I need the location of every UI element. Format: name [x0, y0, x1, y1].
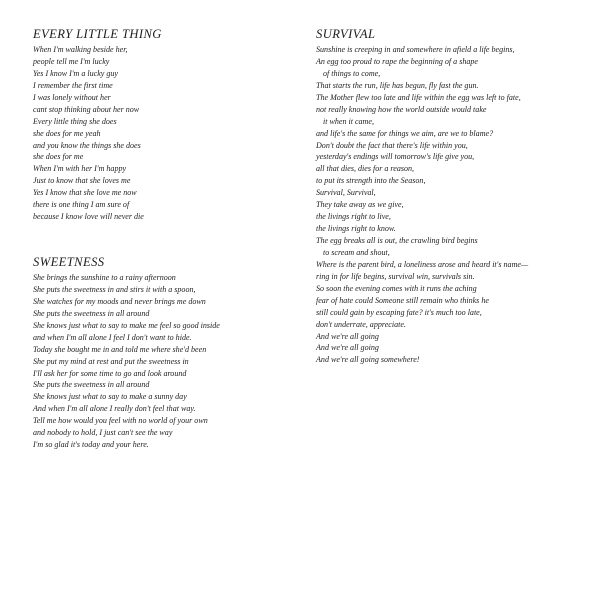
- lyric-line: And we're all going: [316, 331, 379, 341]
- lyric-line: An egg too proud to rape the beginning of a shape: [316, 56, 478, 66]
- lyric-line: And we're all going: [316, 343, 379, 353]
- lyric-line: She puts the sweetness in all around: [33, 308, 150, 318]
- lyric-line: of things to come,: [323, 68, 381, 78]
- song-sweetness: [33, 256, 220, 451]
- song-title: EVERY LITTLE THING: [33, 27, 162, 41]
- lyric-line: The Mother flew too late and life within the egg was left to fate,: [316, 92, 521, 102]
- lyric-line: Tell me how would you feel with no world of your own: [33, 416, 208, 426]
- lyric-line: Where is the parent bird, a loneliness arose and heard it's name—: [316, 259, 529, 269]
- lyric-line: She watches for my moods and never brings me down: [33, 296, 206, 306]
- lyric-line: and nobody to hold, I just can't see the way: [33, 428, 173, 438]
- lyric-line: That starts the run, life has begun, fly fast the gun.: [316, 80, 479, 90]
- lyrics-lines: [316, 44, 528, 366]
- lyric-line: all that dies, dies for a reason,: [316, 164, 415, 174]
- lyric-line: Every little thing she does: [33, 116, 117, 126]
- lyric-line: So soon the evening comes with it runs the aching: [316, 283, 477, 293]
- lyric-line: Yes I know I'm a lucky guy: [33, 68, 119, 78]
- lyric-line: Don't doubt the fact that there's life within you,: [316, 140, 468, 150]
- lyric-line: still could gain by escaping fate? it's much too late,: [316, 307, 482, 317]
- lyric-line: I'm so glad it's today and your here.: [33, 440, 149, 450]
- lyrics-lines: [33, 44, 162, 223]
- lyric-line: I'll ask her for some time to go and look around: [33, 368, 187, 378]
- lyric-line: Today she bought me in and told me where she'd been: [33, 344, 207, 354]
- lyric-line: people tell me I'm lucky: [33, 56, 110, 66]
- lyric-line: not really knowing how the world outside would take: [316, 104, 487, 114]
- lyric-line: she does for me yeah: [33, 128, 101, 138]
- lyric-line: ring in for life begins, survival win, survivals sin.: [316, 271, 475, 281]
- lyric-line: because I know love will never die: [33, 212, 144, 222]
- lyric-line: When I'm with her I'm happy: [33, 164, 127, 174]
- song-survival: [316, 28, 528, 366]
- lyrics-lines: [33, 272, 220, 451]
- lyric-line: the livings right to know.: [316, 224, 396, 234]
- lyric-line: and life's the same for things we aim, are we to blame?: [316, 128, 494, 138]
- song-title: SURVIVAL: [316, 27, 376, 41]
- lyric-line: When I'm walking beside her,: [33, 45, 128, 54]
- lyric-line: She knows just what to say to make me feel so good inside: [33, 320, 220, 330]
- lyric-line: They take away as we give,: [316, 200, 404, 210]
- lyric-line: She puts the sweetness in all around: [33, 380, 150, 390]
- lyric-line: she does for me: [33, 152, 84, 162]
- lyric-line: Survival, Survival,: [316, 188, 376, 198]
- song-title: SWEETNESS: [33, 255, 105, 269]
- lyric-line: fear of hate could Someone still remain who thinks he: [316, 295, 489, 305]
- lyric-line: I was lonely without her: [33, 92, 111, 102]
- lyric-line: there is one thing I am sure of: [33, 200, 130, 210]
- lyric-line: She puts the sweetness in and stirs it with a spoon,: [33, 284, 196, 294]
- lyric-line: and you know the things she does: [33, 140, 141, 150]
- song-every-little-thing: [33, 28, 162, 223]
- lyric-line: She knows just what to say to make a sunny day: [33, 392, 187, 402]
- lyric-line: to scream and shout,: [323, 247, 390, 257]
- lyric-line: don't underrate, appreciate.: [316, 319, 406, 329]
- lyric-line: the livings right to live,: [316, 212, 391, 222]
- lyric-line: The egg breaks all is out, the crawling bird begins: [316, 236, 478, 245]
- lyric-line: it when it came,: [323, 116, 374, 126]
- lyric-line: And we're all going somewhere!: [316, 355, 420, 365]
- lyric-line: Just to know that she loves me: [33, 176, 131, 186]
- lyric-line: Sunshine is creeping in and somewhere in afield a life begins,: [316, 45, 515, 54]
- lyric-line: She put my mind at rest and put the sweetness in: [33, 356, 189, 366]
- lyric-line: She brings the sunshine to a rainy afternoon: [33, 273, 176, 282]
- lyric-line: And when I'm all alone I really don't feel that way.: [33, 404, 196, 414]
- lyric-line: and when I'm all alone I feel I don't want to hide.: [33, 332, 192, 342]
- lyric-line: cant stop thinking about her now: [33, 104, 140, 114]
- lyric-line: Yes I know that she love me now: [33, 188, 137, 198]
- lyric-line: yesterday's endings will tomorrow's life give you,: [316, 152, 475, 162]
- lyric-line: to put its strength into the Season,: [316, 176, 426, 186]
- lyric-line: I remember the first time: [33, 80, 113, 90]
